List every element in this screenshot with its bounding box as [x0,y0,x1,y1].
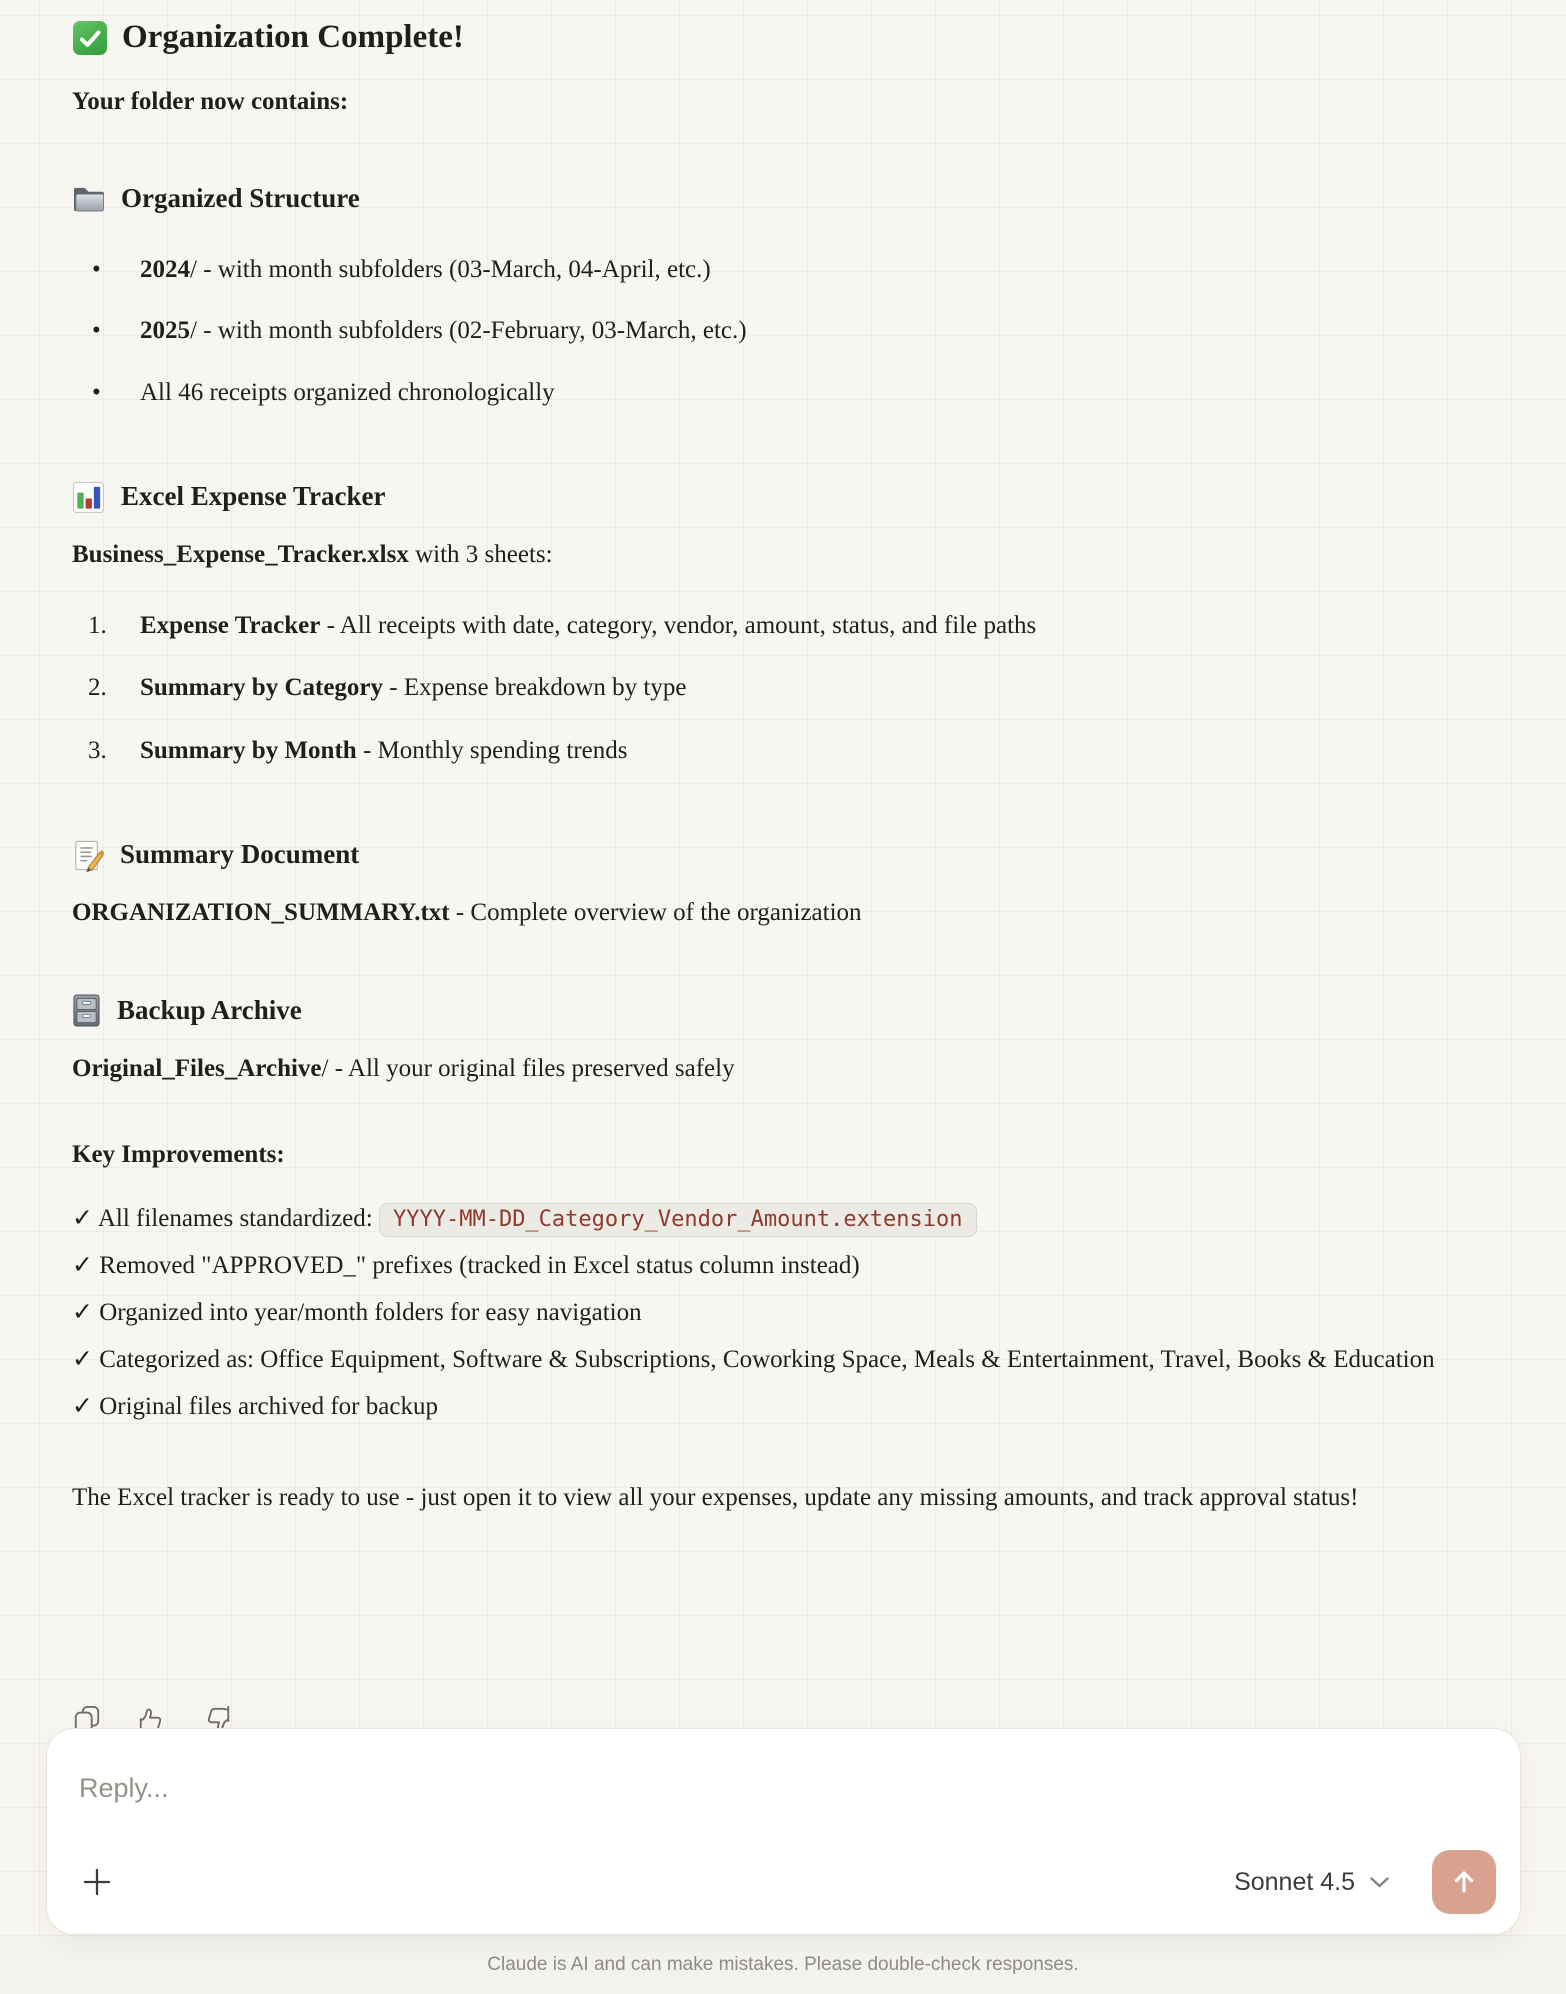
list-number: 1. [88,611,107,639]
improvements-title: Key Improvements: [72,1141,285,1169]
section-title-summary-doc [72,838,1496,872]
list-item [72,664,1496,712]
improvement-item: ✓ Categorized as: Office Equipment, Software & Subscriptions, Coworking Space, Meals & Entertainment, Travel, Books & Education [72,1346,1435,1374]
section-title-text: Excel Expense Tracker [121,481,386,512]
list-item-text [140,602,1036,650]
bullet-marker: • [92,255,101,283]
excel-subtitle [72,538,1496,572]
file-cabinet-emoji-icon [72,994,101,1027]
list-item-text [140,369,555,417]
list-number: 3. [88,736,107,764]
regular-text: / - with month subfolders (03-March, 04-April, etc.) [190,255,711,283]
list-item-text [140,307,747,355]
model-selector[interactable] [1234,1868,1390,1897]
regular-text: ✓ All filenames standardized: [72,1205,379,1233]
bold-text: Summary by Category [140,674,384,702]
summary-doc-line [72,896,1496,930]
list-item [72,369,1496,417]
improvement-item [72,1195,1496,1242]
disclaimer-footer [0,1936,1566,1994]
section-title-excel [72,480,1496,514]
intro-text: Your folder now contains: [72,87,349,115]
plus-icon[interactable] [77,1862,117,1902]
section-title-text: Summary Document [120,839,360,870]
list-item-text [140,246,711,294]
folder-emoji-icon [72,184,105,213]
section-title-structure [72,182,1496,216]
message-heading-text: Organization Complete! [122,19,464,55]
section-title-text: Backup Archive [117,994,302,1025]
section-title-text: Organized Structure [121,183,360,214]
regular-text: / - All your original files preserved safely [321,1054,735,1082]
improvement-item: ✓ Organized into year/month folders for easy navigation [72,1299,642,1327]
section-title-backup [72,994,1496,1028]
check-mark-emoji-icon [72,20,108,56]
folder-name: Original_Files_Archive [72,1054,322,1082]
regular-text: - Expense breakdown by type [383,674,687,702]
list-item-text [140,664,686,712]
arrow-up-icon [1450,1868,1478,1896]
bar-chart-emoji-icon [72,481,105,514]
list-item [72,602,1496,650]
closing-paragraph: The Excel tracker is ready to use - just open it to view all your expenses, update any missing amounts, and track approval status! [72,1484,1359,1512]
improvement-item: ✓ Original files archived for backup [72,1393,438,1421]
list-item-text [140,727,628,775]
bold-text: 2024 [140,255,190,283]
backup-line [72,1052,1496,1086]
filename-pattern-code: YYYY-MM-DD_Category_Vendor_Amount.extension [379,1203,977,1237]
improvement-item: ✓ Removed "APPROVED_" prefixes (tracked in Excel status column instead) [72,1252,860,1280]
reply-composer [46,1728,1521,1935]
regular-text: with 3 sheets: [408,541,553,569]
memo-emoji-icon [72,839,104,872]
bullet-marker: • [92,378,101,406]
list-number: 2. [88,674,107,702]
bold-text: Expense Tracker [140,611,321,639]
regular-text: - Monthly spending trends [356,736,628,764]
improvements-list [72,1195,1496,1430]
reply-input[interactable] [79,1773,1472,1804]
regular-text: / - with month subfolders (02-February, 03-March, etc.) [190,317,747,345]
bold-text: 2025 [140,317,190,345]
file-name: ORGANIZATION_SUMMARY.txt [72,899,450,927]
structure-bullet-list [72,246,1496,417]
regular-text: - All receipts with date, category, vendor, amount, status, and file paths [320,611,1037,639]
regular-text: All 46 receipts organized chronologically [140,378,555,406]
composer-toolbar [77,1850,1496,1914]
file-name: Business_Expense_Tracker.xlsx [72,541,409,569]
bullet-marker: • [92,317,101,345]
regular-text: - Complete overview of the organization [449,899,862,927]
list-item [72,246,1496,294]
bold-text: Summary by Month [140,736,357,764]
chevron-down-icon [1369,1876,1390,1889]
message-heading [72,18,1496,58]
sheets-list [72,602,1496,775]
list-item [72,727,1496,775]
disclaimer-text: Claude is AI and can make mistakes. Please double-check responses. [487,1954,1079,1975]
model-label: Sonnet 4.5 [1234,1867,1355,1896]
list-item [72,307,1496,355]
send-button[interactable] [1432,1850,1496,1914]
